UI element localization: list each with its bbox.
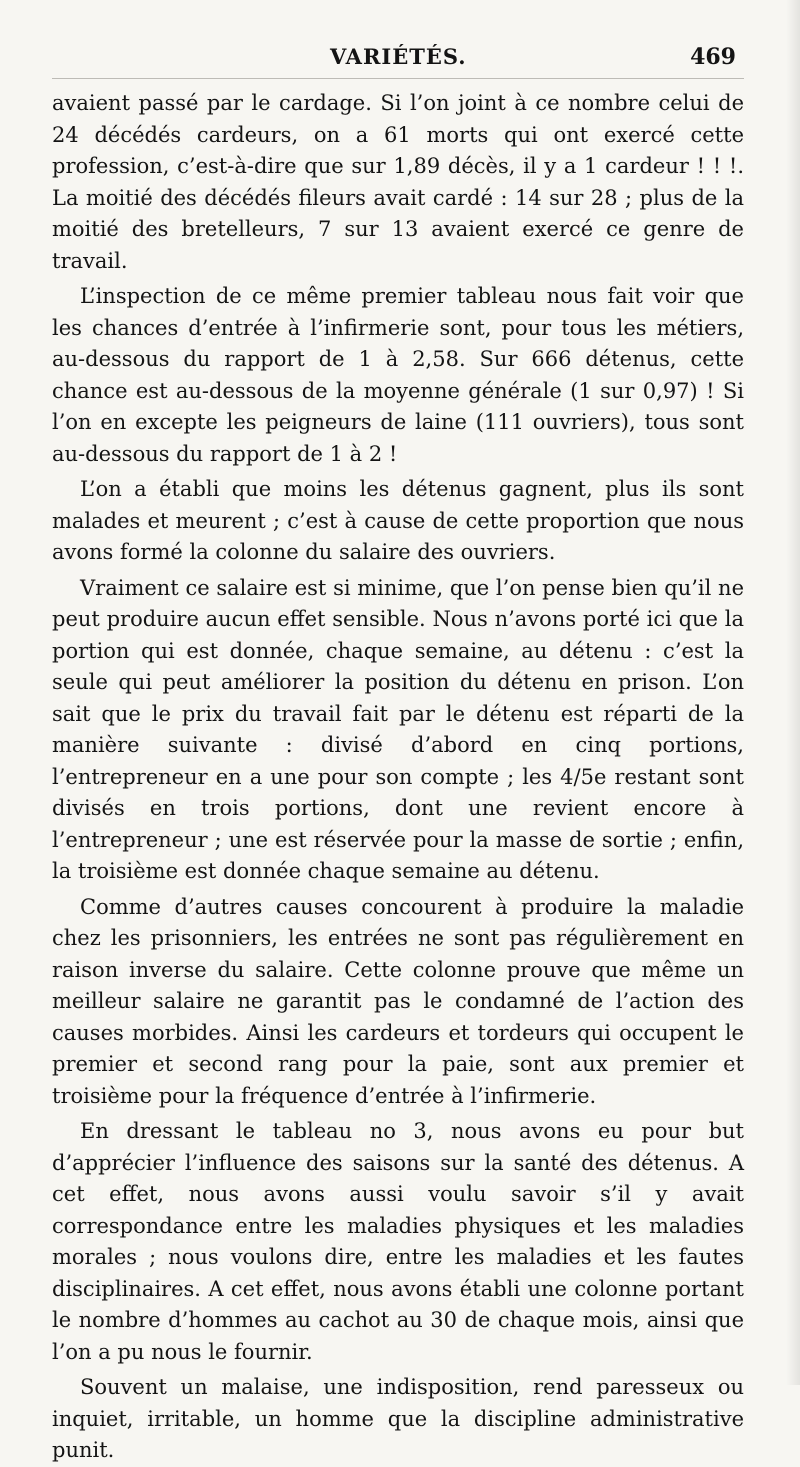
paragraph-1: avaient passé par le cardage. Si l’on joint à ce nombre celui de 24 décédés cardeurs, on a 61 morts qui ont exercé cette profession, c’est-à-dire que sur 1,89 décès, il y a 1 cardeur ! ! !. La moitié des décédés fileurs avait cardé : 14 sur 28 ; plus de la moitié des bretelleurs, 7 sur 13 avaient exercé ce genre de travail. xyxy=(52,91,744,273)
paragraph-6: En dressant le tableau no 3, nous avons eu pour but d’apprécier l’influence des saisons sur la santé des détenus. A cet effet, nous avons aussi voulu savoir s’il y avait correspondance entre les maladies physiques et les maladies morales ; nous voulons dire, entre les maladies et les fautes disciplinaires. A cet effet, nous avons établi une colonne portant le nombre d’hommes au cachot au 30 de chaque mois, ainsi que l’on a pu nous le fournir. xyxy=(52,1119,744,1364)
body-text xyxy=(52,88,744,1467)
paragraph-2: L’inspection de ce même premier tableau nous fait voir que les chances d’entrée à l’infirmerie sont, pour tous les métiers, au-dessous du rapport de 1 à 2,58. Sur 666 détenus, cette chance est au-dessous de la moyenne générale (1 sur 0,97) ! Si l’on en excepte les peigneurs de laine (111 ouvriers), tous sont au-dessous du rapport de 1 à 2 ! xyxy=(52,284,744,466)
paragraph-5: Comme d’autres causes concourent à produire la maladie chez les prisonniers, les entrées ne sont pas régulièrement en raison inverse du salaire. Cette colonne prouve que même un meilleur salaire ne garantit pas le condamné de l’action des causes morbides. Ainsi les cardeurs et tordeurs qui occupent le premier et second rang pour la paie, sont aux premier et troisième pour la fréquence d’entrée à l’infirmerie. xyxy=(52,894,744,1108)
running-title: VARIÉTÉS. xyxy=(330,44,467,69)
paragraph-4: Vraiment ce salaire est si minime, que l’on pense bien qu’il ne peut produire aucun effet sensible. Nous n’avons porté ici que la portion qui est donnée, chaque semaine, au détenu : c’est la seule qui peut améliorer la position du détenu en prison. L’on sait que le prix du travail fait par le détenu est réparti de la manière suivante : divisé d’abord en cinq portions, l’entrepreneur en a une pour son compte ; les 4/5e restant sont divisés en trois portions, dont une revient encore à l’entrepreneur ; une est réservée pour la masse de sortie ; enfin, la troisième est donnée chaque semaine au détenu. xyxy=(52,575,744,883)
page-number: 469 xyxy=(690,44,736,70)
paragraph-7: Souvent un malaise, une indisposition, rend paresseux ou inquiet, irritable, un homme que la discipline administrative punit. xyxy=(52,1375,744,1462)
paragraph-3: L’on a établi que moins les détenus gagnent, plus ils sont malades et meurent ; c’est à cause de cette proportion que nous avons formé la colonne du salaire des ouvriers. xyxy=(52,477,744,564)
running-head xyxy=(0,44,800,78)
page-edge-shadow xyxy=(786,0,800,1385)
header-rule xyxy=(52,78,744,79)
